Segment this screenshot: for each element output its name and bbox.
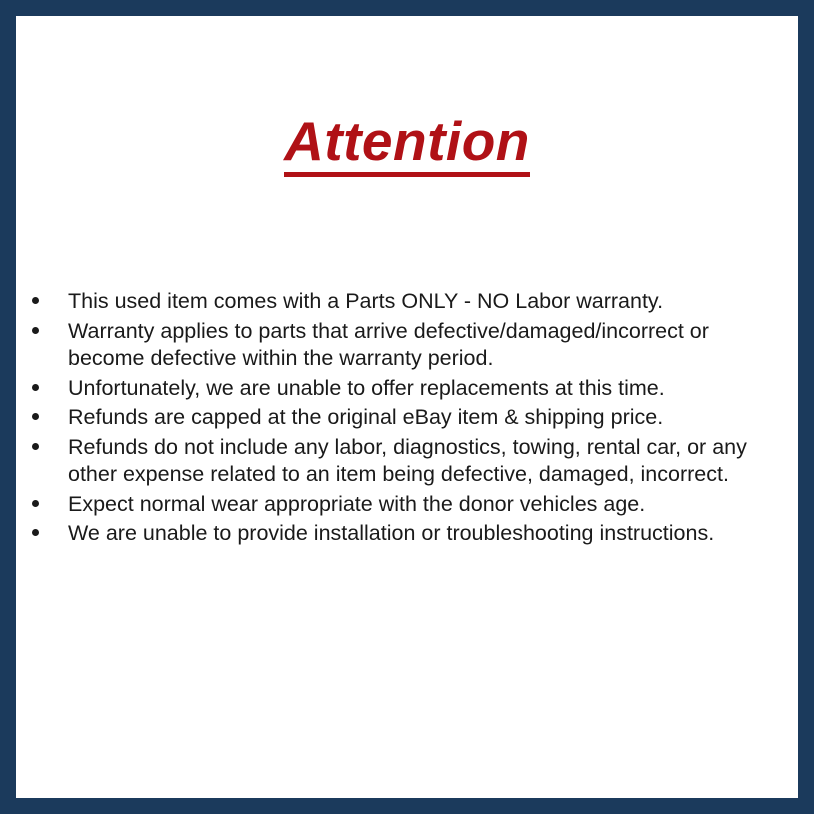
- list-item: [16, 434, 798, 489]
- list-item-text: Warranty applies to parts that arrive defective/damaged/incorrect or become defective within the warranty period.: [68, 318, 709, 371]
- list-item-text: Unfortunately, we are unable to offer replacements at this time.: [68, 375, 665, 400]
- list-item: [16, 520, 798, 548]
- list-item-text: Refunds are capped at the original eBay item & shipping price.: [68, 405, 664, 430]
- bullet-icon: [32, 491, 39, 519]
- bullet-icon: [32, 434, 39, 462]
- bullet-icon: [32, 375, 39, 403]
- list-item: [16, 491, 798, 519]
- bullet-icon: [32, 288, 39, 316]
- list-item: [16, 375, 798, 403]
- list-item: [16, 404, 798, 432]
- list-item-text: Refunds do not include any labor, diagnostics, towing, rental car, or any other expense related to an item being defective, damaged, incorrect.: [68, 434, 747, 487]
- notice-list: [16, 288, 798, 550]
- list-item: [16, 288, 798, 316]
- bullet-icon: [32, 404, 39, 432]
- list-item: [16, 318, 798, 373]
- list-item-text: This used item comes with a Parts ONLY - NO Labor warranty.: [68, 289, 664, 313]
- bullet-icon: [32, 520, 39, 548]
- list-item-text: Expect normal wear appropriate with the donor vehicles age.: [68, 491, 646, 516]
- notice-inner-frame: [14, 14, 800, 800]
- page-title-text: Attention: [284, 114, 530, 177]
- list-item-text: We are unable to provide installation or troubleshooting instructions.: [68, 521, 715, 546]
- page-title: [16, 16, 798, 177]
- bullet-icon: [32, 318, 39, 346]
